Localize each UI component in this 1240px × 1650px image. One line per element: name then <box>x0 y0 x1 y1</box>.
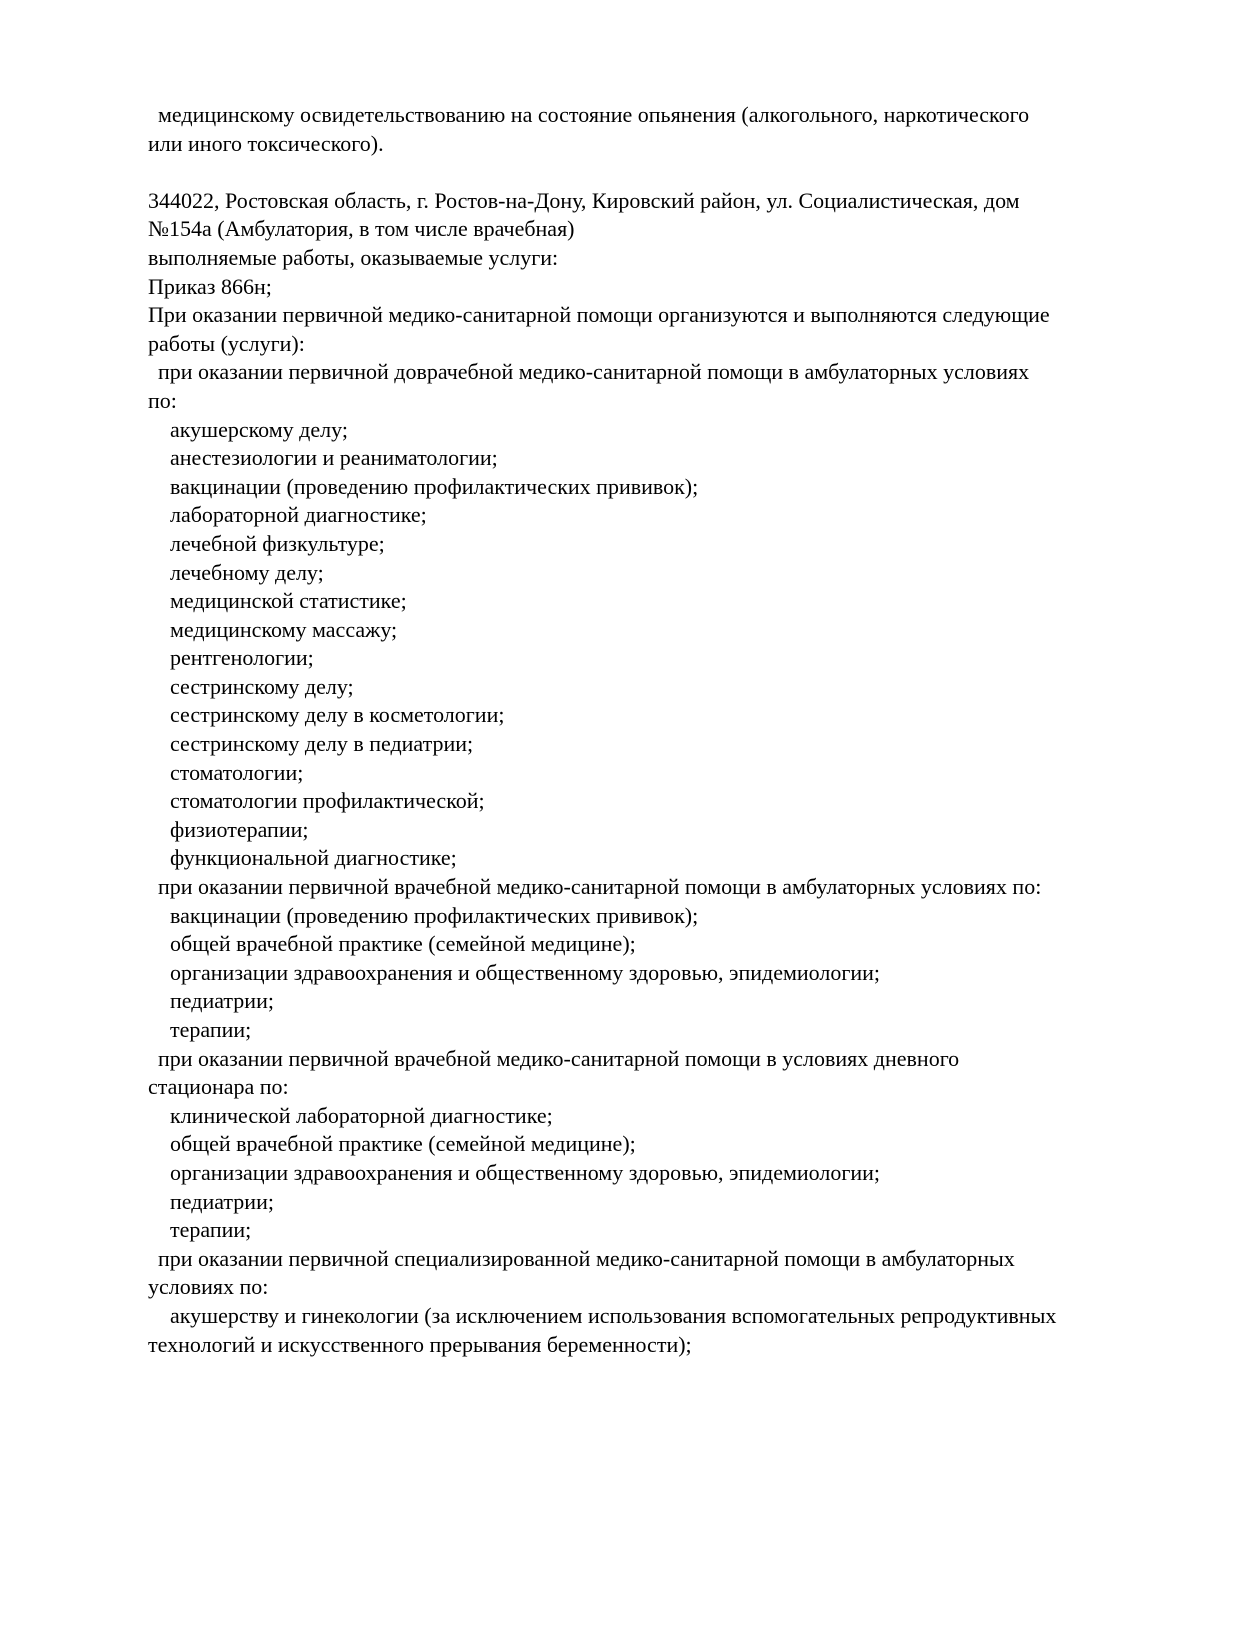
text-line: работы (услуги): <box>148 330 305 356</box>
text-line: организации здравоохранения и общественному здоровью, эпидемиологии; <box>170 1159 881 1185</box>
text-line: педиатрии; <box>170 988 274 1014</box>
text-line: акушерству и гинекологии (за исключением использования вспомогательных репродуктивных <box>170 1302 1057 1328</box>
text-line: Приказ 866н; <box>148 273 272 299</box>
text-line: анестезиологии и реаниматологии; <box>170 445 498 471</box>
text-line: лечебному делу; <box>170 559 324 585</box>
text-line: при оказании первичной специализированной медико-санитарной помощи в амбулаторных <box>158 1245 1015 1271</box>
text-line: медицинской статистике; <box>170 588 407 614</box>
text-line: общей врачебной практике (семейной медицине); <box>170 931 636 957</box>
text-line: выполняемые работы, оказываемые услуги: <box>148 244 559 270</box>
text-line: При оказании первичной медико-санитарной помощи организуются и выполняются следующие <box>148 302 1050 328</box>
text-line: при оказании первичной врачебной медико-санитарной помощи в амбулаторных условиях по: <box>158 874 1042 900</box>
text-line: клинической лабораторной диагностике; <box>170 1102 553 1128</box>
text-line: медицинскому массажу; <box>170 616 398 642</box>
text-line: вакцинации (проведению профилактических прививок); <box>170 473 699 499</box>
text-line: сестринскому делу в педиатрии; <box>170 731 474 757</box>
text-line: физиотерапии; <box>170 816 309 842</box>
license-text <box>148 101 1188 1359</box>
text-line: технологий и искусственного прерывания беременности); <box>148 1331 692 1357</box>
text-line: терапии; <box>170 1017 252 1042</box>
text-line: рентгенологии; <box>170 645 314 671</box>
text-line: медицинскому освидетельствованию на состояние опьянения (алкогольного, наркотического <box>158 102 1030 127</box>
text-line: функциональной диагностике; <box>170 845 457 871</box>
text-line: педиатрии; <box>170 1188 274 1214</box>
text-line: по: <box>148 387 177 413</box>
text-line: при оказании первичной доврачебной медико-санитарной помощи в амбулаторных условиях <box>158 359 1030 385</box>
text-line: сестринскому делу в косметологии; <box>170 702 505 728</box>
text-line: №154а (Амбулатория, в том числе врачебная) <box>148 216 575 242</box>
text-line: сестринскому делу; <box>170 673 354 699</box>
text-line: лечебной физкультуре; <box>170 530 385 556</box>
text-line: стационара по: <box>148 1074 289 1100</box>
text-line: вакцинации (проведению профилактических прививок); <box>170 902 699 928</box>
text-line: 344022, Ростовская область, г. Ростов-на-Дону, Кировский район, ул. Социалистическая, дом <box>148 187 1020 213</box>
text-line: акушерскому делу; <box>170 416 348 442</box>
text-line: терапии; <box>170 1217 252 1243</box>
text-line: стоматологии; <box>170 759 304 785</box>
text-line: лабораторной диагностике; <box>170 502 427 528</box>
text-line: или иного токсического). <box>148 130 384 156</box>
text-line: стоматологии профилактической; <box>170 788 485 814</box>
text-line: общей врачебной практике (семейной медицине); <box>170 1131 636 1157</box>
text-line: условиях по: <box>148 1274 269 1300</box>
blank-line <box>148 158 1188 187</box>
text-line: организации здравоохранения и общественному здоровью, эпидемиологии; <box>170 959 881 985</box>
text-line: при оказании первичной врачебной медико-санитарной помощи в условиях дневного <box>158 1045 960 1071</box>
